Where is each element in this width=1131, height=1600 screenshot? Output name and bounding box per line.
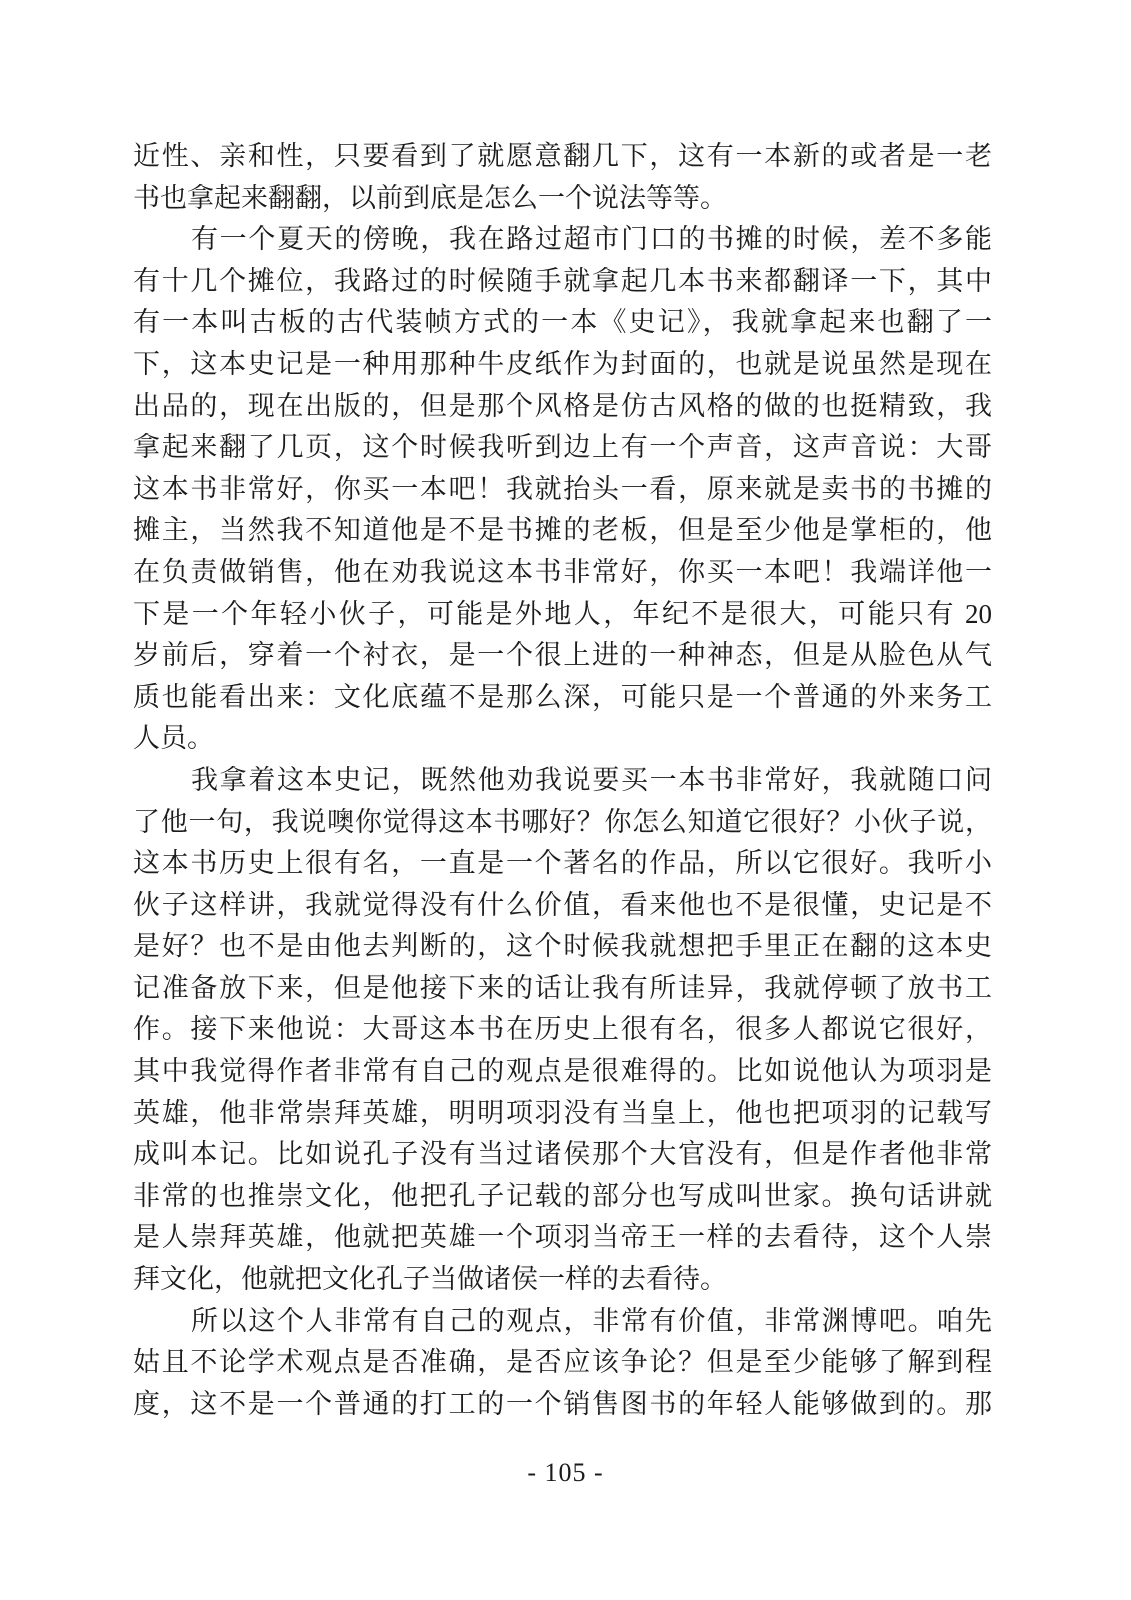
text-line: 下是一个年轻小伙子，可能是外地人，年纪不是很大，可能只有 20 [133, 598, 992, 629]
text-line: 记准备放下来，但是他接下来的话让我有所诖异，我就停顿了放书工 [133, 972, 992, 1003]
text-line: 英雄，他非常崇拜英雄，明明项羽没有当皇上，他也把项羽的记载写 [133, 1097, 992, 1128]
page-text [133, 136, 992, 1425]
text-line: 下，这本史记是一种用那种牛皮纸作为封面的，也就是说虽然是现在 [133, 348, 992, 379]
text-line: 有一本叫古板的古代装帧方式的一本《史记》，我就拿起来也翻了一 [133, 307, 992, 338]
text-line: 质也能看出来：文化底蕴不是那么深，可能只是一个普通的外来务工 [133, 681, 992, 712]
text-line: 出品的，现在出版的，但是那个风格是仿古风格的做的也挺精致，我 [133, 390, 992, 421]
text-line: 这本书非常好，你买一本吧！我就抬头一看，原来就是卖书的书摊的 [133, 473, 992, 504]
text-line: 非常的也推崇文化，他把孔子记载的部分也写成叫世家。换句话讲就 [133, 1180, 992, 1211]
text-line: 是好？也不是由他去判断的，这个时候我就想把手里正在翻的这本史 [133, 931, 992, 962]
text-line: 度，这不是一个普通的打工的一个销售图书的年轻人能够做到的。那 [133, 1388, 992, 1419]
text-line: 姑且不论学术观点是否准确，是否应该争论？但是至少能够了解到程 [133, 1347, 992, 1378]
text-line: 拜文化，他就把文化孔子当做诸侯一样的去看待。 [133, 1264, 727, 1295]
text-line: 成叫本记。比如说孔子没有当过诸侯那个大官没有，但是作者他非常 [133, 1139, 992, 1170]
text-line: 所以这个人非常有自己的观点，非常有价值，非常渊博吧。咱先 [191, 1305, 992, 1336]
text-line: 拿起来翻了几页，这个时候我听到边上有一个声音，这声音说：大哥 [133, 432, 992, 463]
text-line: 伙子这样讲，我就觉得没有什么价值，看来他也不是很懂，史记是不 [133, 889, 992, 920]
text-line: 是人崇拜英雄，他就把英雄一个项羽当帝王一样的去看待，这个人崇 [133, 1222, 992, 1253]
text-line: 有一个夏天的傍晚，我在路过超市门口的书摊的时候，差不多能 [191, 224, 992, 255]
text-line: 岁前后，穿着一个衬衣，是一个很上进的一种神态，但是从脸色从气 [133, 640, 992, 671]
text-line: 书也拿起来翻翻，以前到底是怎么一个说法等等。 [133, 182, 727, 213]
text-line: 这本书历史上很有名，一直是一个著名的作品，所以它很好。我听小 [133, 848, 992, 879]
text-line: 了他一句，我说噢你觉得这本书哪好？你怎么知道它很好？小伙子说， [133, 806, 992, 837]
text-line: 我拿着这本史记，既然他劝我说要买一本书非常好，我就随口问 [191, 764, 992, 795]
text-line: 其中我觉得作者非常有自己的观点是很难得的。比如说他认为项羽是 [133, 1056, 992, 1087]
text-line: 在负责做销售，他在劝我说这本书非常好，你买一本吧！我端详他一 [133, 556, 992, 587]
text-line: 作。接下来他说：大哥这本书在历史上很有名，很多人都说它很好， [133, 1014, 992, 1045]
text-line: 有十几个摊位，我路过的时候随手就拿起几本书来都翻译一下，其中 [133, 265, 992, 296]
text-line: 人员。 [133, 723, 214, 754]
text-line: 摊主，当然我不知道他是不是书摊的老板，但是至少他是掌柜的，他 [133, 515, 992, 546]
page-number: - 105 - [527, 1458, 604, 1487]
text-line: 近性、亲和性，只要看到了就愿意翻几下，这有一本新的或者是一老 [133, 141, 992, 171]
